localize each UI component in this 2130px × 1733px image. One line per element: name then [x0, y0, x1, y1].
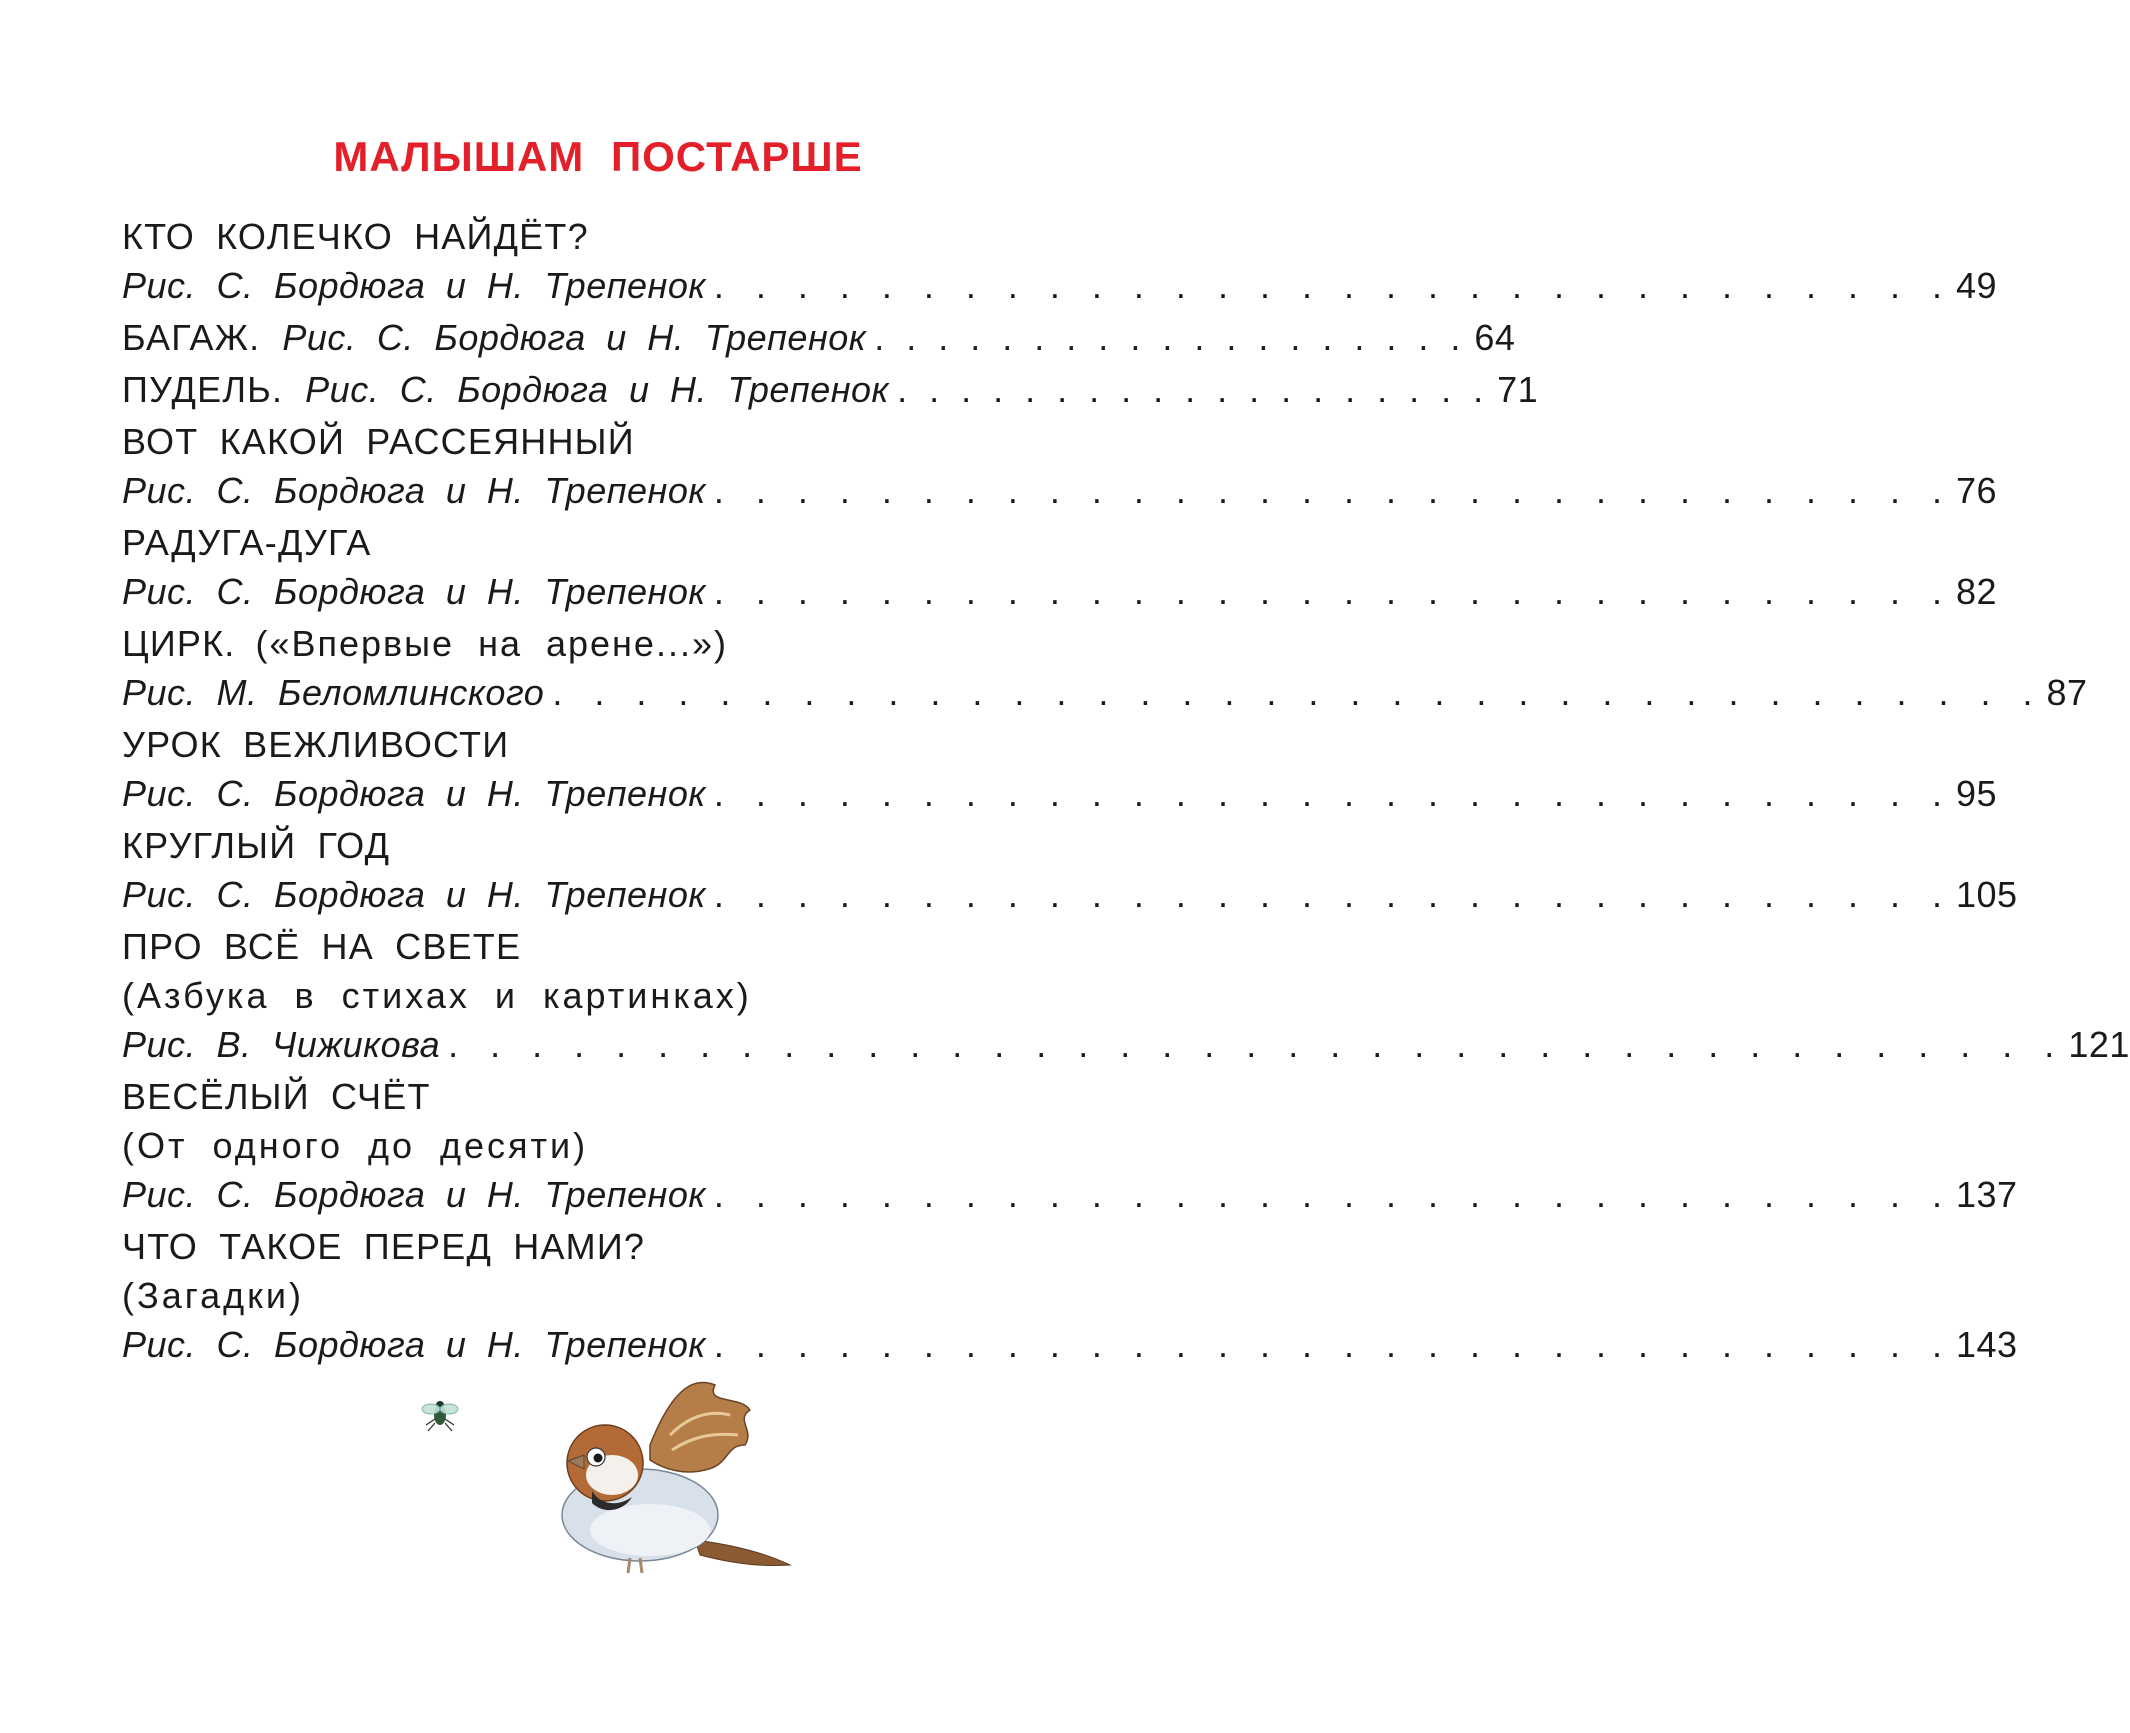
sparrow-icon — [562, 1383, 790, 1574]
section-title: МАЛЫШАМ ПОСТАРШЕ — [333, 133, 863, 180]
entry-row — [122, 365, 1539, 414]
page-number: 76 — [1956, 470, 1998, 511]
entry-credit: Рис. С. Бордюга и Н. Трепенок — [122, 571, 706, 612]
leader-dots: . . . . . . . . . . . . . . . . . . . — [897, 369, 1490, 410]
page-number: 143 — [1956, 1324, 2018, 1365]
page-number: 95 — [1956, 773, 1998, 814]
entry-title: БАГАЖ. — [122, 317, 261, 358]
entry-row — [122, 313, 1516, 362]
entry-credit: Рис. М. Беломлинского — [122, 672, 545, 713]
entry-title: УРОК ВЕЖЛИВОСТИ — [122, 724, 510, 765]
page-number: 49 — [1956, 265, 1998, 306]
fly-icon — [422, 1401, 458, 1431]
page-number: 137 — [1956, 1174, 2018, 1215]
leader-dots: . . . . . . . . . . . . . . . . . . . . . . . . . . . . . . . . . . . . . . . — [448, 1024, 2061, 1065]
leader-dots: . . . . . . . . . . . . . . . . . . . . . . . . . . . . . . — [713, 265, 1949, 306]
entry-credit-row — [122, 1020, 2130, 1069]
page-number: 105 — [1956, 874, 2018, 915]
leader-dots: . . . . . . . . . . . . . . . . . . . — [874, 317, 1467, 358]
entry-title: КТО КОЛЕЧКО НАЙДЁТ? — [122, 216, 589, 257]
entry-subtitle: (От одного до десяти) — [122, 1125, 589, 1166]
entry-credit-row — [122, 1320, 2018, 1369]
page-number: 121 — [2068, 1024, 2130, 1065]
entry-credit: Рис. С. Бордюга и Н. Трепенок — [282, 317, 867, 358]
entry-credit-row — [122, 668, 2088, 717]
page-number: 71 — [1497, 369, 1539, 410]
entry-subtitle: (Загадки) — [122, 1275, 304, 1316]
leader-dots: . . . . . . . . . . . . . . . . . . . . . . . . . . . . . . — [713, 773, 1949, 814]
entry-title: ВОТ КАКОЙ РАССЕЯННЫЙ — [122, 421, 635, 462]
entry-credit-row — [122, 1170, 2018, 1219]
entry-credit: Рис. С. Бордюга и Н. Трепенок — [122, 470, 706, 511]
entry-credit-row — [122, 261, 1998, 310]
entry-credit: Рис. В. Чижикова — [122, 1024, 441, 1065]
entry-credit: Рис. С. Бордюга и Н. Трепенок — [122, 265, 706, 306]
entry-credit-row — [122, 466, 1998, 515]
leader-dots: . . . . . . . . . . . . . . . . . . . . . . . . . . . . . . — [713, 470, 1949, 511]
illustration — [410, 1375, 810, 1585]
entry-title: ЧТО ТАКОЕ ПЕРЕД НАМИ? — [122, 1226, 646, 1267]
entry-credit: Рис. С. Бордюга и Н. Трепенок — [305, 369, 890, 410]
entry-credit-row — [122, 567, 1998, 616]
entry-subtitle: («Впервые на арене...») — [255, 623, 728, 664]
entry-title: РАДУГА-ДУГА — [122, 522, 372, 563]
page-number: 64 — [1474, 317, 1516, 358]
page-number: 87 — [2046, 672, 2088, 713]
entry-credit: Рис. С. Бордюга и Н. Трепенок — [122, 874, 706, 915]
entry-title: ПРО ВСЁ НА СВЕТЕ — [122, 926, 522, 967]
entry-title: ПУДЕЛЬ. — [122, 369, 284, 410]
table-of-contents — [122, 212, 2130, 1369]
entry-title: ЦИРК. — [122, 623, 236, 664]
leader-dots: . . . . . . . . . . . . . . . . . . . . . . . . . . . . . . . . . . . . — [552, 672, 2039, 713]
entry-credit: Рис. С. Бордюга и Н. Трепенок — [122, 773, 706, 814]
entry-subtitle: (Азбука в стихах и картинках) — [122, 975, 752, 1016]
leader-dots: . . . . . . . . . . . . . . . . . . . . . . . . . . . . . . — [713, 874, 1949, 915]
entry-title: ВЕСЁЛЫЙ СЧЁТ — [122, 1076, 431, 1117]
leader-dots: . . . . . . . . . . . . . . . . . . . . . . . . . . . . . . — [713, 1324, 1949, 1365]
entry-credit: Рис. С. Бордюга и Н. Трепенок — [122, 1324, 706, 1365]
entry-credit-row — [122, 870, 2018, 919]
entry-credit-row — [122, 769, 1998, 818]
leader-dots: . . . . . . . . . . . . . . . . . . . . . . . . . . . . . . — [713, 1174, 1949, 1215]
leader-dots: . . . . . . . . . . . . . . . . . . . . . . . . . . . . . . — [713, 571, 1949, 612]
entry-row — [122, 619, 1056, 668]
entry-title: КРУГЛЫЙ ГОД — [122, 825, 391, 866]
page-number: 82 — [1956, 571, 1998, 612]
entry-credit: Рис. С. Бордюга и Н. Трепенок — [122, 1174, 706, 1215]
